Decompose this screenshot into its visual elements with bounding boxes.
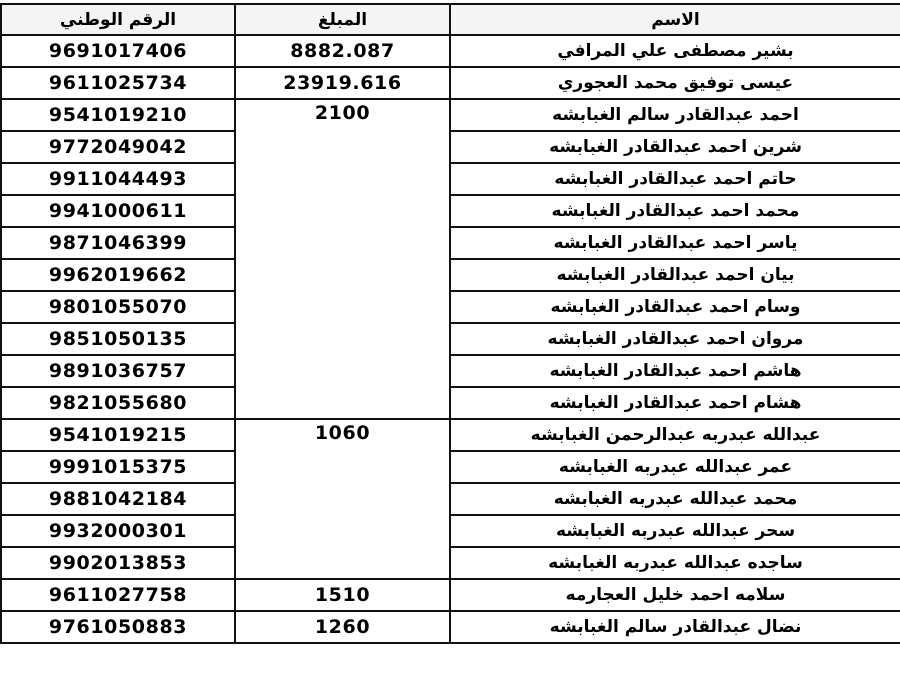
amount-cell-group: 1060: [235, 419, 450, 579]
national-id-cell: 9932000301: [1, 515, 235, 547]
name-cell: ساجده عبدالله عبدربه الغبابشه: [450, 547, 900, 579]
table-row: [1, 99, 900, 131]
table-row: [1, 227, 900, 259]
table-row: [1, 451, 900, 483]
national-id-cell: 9772049042: [1, 131, 235, 163]
records-table: [0, 3, 900, 644]
table-row: [1, 67, 900, 99]
name-cell: سحر عبدالله عبدربه الغبابشه: [450, 515, 900, 547]
national-id-cell: 9941000611: [1, 195, 235, 227]
table-row: [1, 611, 900, 643]
name-cell: حاتم احمد عبدالقادر الغبابشه: [450, 163, 900, 195]
national-id-cell: 9821055680: [1, 387, 235, 419]
amount-cell: 23919.616: [235, 67, 450, 99]
national-id-cell: 9962019662: [1, 259, 235, 291]
amount-cell: 1510: [235, 579, 450, 611]
name-cell: وسام احمد عبدالقادر الغبابشه: [450, 291, 900, 323]
table-row: [1, 163, 900, 195]
name-cell: محمد عبدالله عبدربه الغبابشه: [450, 483, 900, 515]
name-cell: هاشم احمد عبدالقادر الغبابشه: [450, 355, 900, 387]
table-row: [1, 515, 900, 547]
table-row: [1, 259, 900, 291]
name-cell: بشير مصطفى علي المرافي: [450, 35, 900, 67]
table-row: [1, 387, 900, 419]
national-id-cell: 9541019210: [1, 99, 235, 131]
table-row: [1, 547, 900, 579]
national-id-cell: 9691017406: [1, 35, 235, 67]
national-id-cell: 9611025734: [1, 67, 235, 99]
national-id-cell: 9851050135: [1, 323, 235, 355]
header-amount: المبلغ: [235, 4, 450, 35]
header-row: [1, 4, 900, 35]
name-cell: نضال عبدالقادر سالم الغبابشه: [450, 611, 900, 643]
table-row: [1, 419, 900, 451]
table-row: [1, 131, 900, 163]
national-id-cell: 9761050883: [1, 611, 235, 643]
national-id-cell: 9871046399: [1, 227, 235, 259]
amount-cell: 1260: [235, 611, 450, 643]
name-cell: بيان احمد عبدالقادر الغبابشه: [450, 259, 900, 291]
header-national-id: الرقم الوطني: [1, 4, 235, 35]
table-row: [1, 483, 900, 515]
table-row: [1, 579, 900, 611]
table-row: [1, 355, 900, 387]
records-table-container: [0, 3, 900, 644]
national-id-cell: 9891036757: [1, 355, 235, 387]
name-cell: هشام احمد عبدالقادر الغبابشه: [450, 387, 900, 419]
amount-cell: 8882.087: [235, 35, 450, 67]
national-id-cell: 9991015375: [1, 451, 235, 483]
table-row: [1, 291, 900, 323]
table-body: [1, 35, 900, 643]
national-id-cell: 9911044493: [1, 163, 235, 195]
table-row: [1, 195, 900, 227]
header-name: الاسم: [450, 4, 900, 35]
name-cell: محمد احمد عبدالقادر الغبابشه: [450, 195, 900, 227]
name-cell: سلامه احمد خليل العجارمه: [450, 579, 900, 611]
name-cell: احمد عبدالقادر سالم الغبابشه: [450, 99, 900, 131]
name-cell: مروان احمد عبدالقادر الغبابشه: [450, 323, 900, 355]
table-header: [1, 4, 900, 35]
national-id-cell: 9902013853: [1, 547, 235, 579]
name-cell: شرين احمد عبدالقادر الغبابشه: [450, 131, 900, 163]
table-row: [1, 35, 900, 67]
name-cell: عبدالله عبدربه عبدالرحمن الغبابشه: [450, 419, 900, 451]
table-row: [1, 323, 900, 355]
name-cell: عيسى توفيق محمد العجوري: [450, 67, 900, 99]
national-id-cell: 9541019215: [1, 419, 235, 451]
name-cell: ياسر احمد عبدالقادر الغبابشه: [450, 227, 900, 259]
name-cell: عمر عبدالله عبدربه الغبابشه: [450, 451, 900, 483]
amount-cell-group: 2100: [235, 99, 450, 419]
national-id-cell: 9801055070: [1, 291, 235, 323]
national-id-cell: 9611027758: [1, 579, 235, 611]
national-id-cell: 9881042184: [1, 483, 235, 515]
